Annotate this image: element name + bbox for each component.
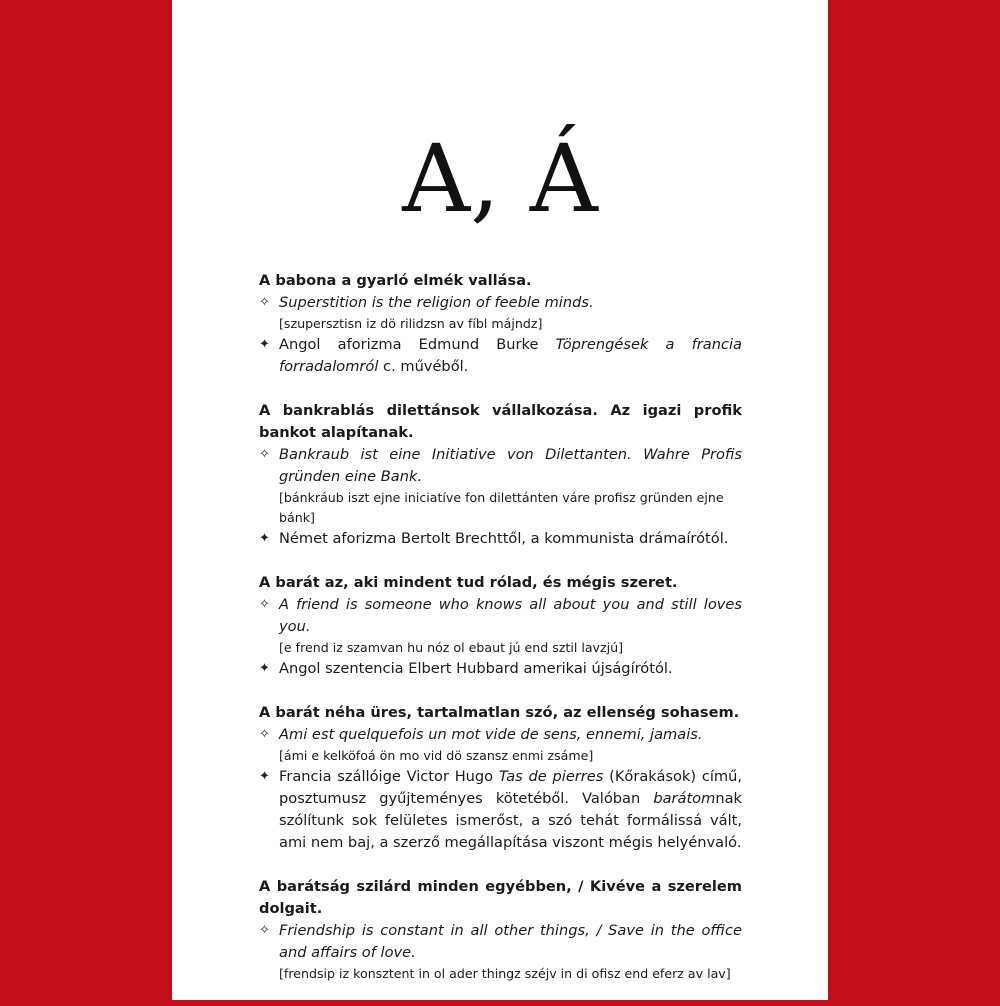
source-part: (Kőrakások) című, posztumusz gyűjteményes kötetéből. Valóban [279, 768, 742, 807]
source-part: c. művéből. [378, 358, 469, 375]
letter-heading: A, Á [402, 125, 598, 234]
entry [259, 572, 742, 680]
entry-title: A barát néha üres, tartalmatlan szó, az ellenség sohasem. [259, 704, 740, 721]
hollow-star-icon: ✧ [259, 597, 270, 612]
hollow-star-icon: ✧ [259, 923, 270, 938]
entry [259, 400, 742, 550]
entry [259, 702, 742, 854]
entry-title: A barát az, aki mindent tud rólad, és mégis szeret. [259, 574, 678, 591]
source-part: Francia szállóige Victor Hugo [279, 768, 499, 785]
translation-text: A friend is someone who knows all about you and still loves you. [279, 596, 742, 635]
pronunciation-text: [bánkráub iszt ejne iniciatíve fon dilettánten váre profisz gründen ejne bánk] [279, 490, 724, 525]
source-part: nak szólítunk sok felületes ismerőst, a szó tehát formálissá vált, ami nem baj, a szerző megállapítása viszont mégis helyénvaló. [279, 790, 742, 851]
work-title: Töprengések a francia forradalomról [279, 336, 742, 375]
page [172, 0, 828, 1000]
left-red-band [0, 0, 172, 1000]
translation-line [259, 292, 742, 314]
hollow-star-icon: ✧ [259, 295, 270, 310]
filled-star-icon: ✦ [259, 769, 270, 784]
source-line [259, 766, 742, 854]
filled-star-icon: ✦ [259, 337, 270, 352]
source-line [259, 658, 742, 680]
pronunciation-text: [ámi e kelköfoá ön mo vid dö szansz enmi zsáme] [279, 748, 594, 763]
entry-list [259, 270, 742, 1006]
translation-text: Ami est quelquefois un mot vide de sens, ennemi, jamais. [279, 726, 703, 743]
filled-star-icon: ✦ [259, 531, 270, 546]
translation-line [259, 444, 742, 488]
source-text: Német aforizma Bertolt Brechttől, a kommunista drámaírótól. [279, 530, 729, 547]
source-text [279, 334, 742, 378]
entry [259, 270, 742, 378]
translation-text: Bankraub ist eine Initiative von Dilettanten. Wahre Profis gründen eine Bank. [279, 446, 742, 485]
source-part: Angol aforizma Edmund Burke [279, 336, 556, 353]
right-red-band [828, 0, 1000, 1000]
translation-text: Superstition is the religion of feeble minds. [279, 294, 594, 311]
translation-line [259, 724, 742, 746]
emphasized-word: barátom [653, 790, 716, 807]
entry-title: A babona a gyarló elmék vallása. [259, 272, 532, 289]
source-text [279, 766, 742, 854]
entry-title: A barátság szilárd minden egyébben, / Kivéve a szerelem dolgait. [259, 878, 742, 917]
translation-line [259, 920, 742, 964]
entry-title: A bankrablás dilettánsok vállalkozása. Az igazi profik bankot alapítanak. [259, 402, 742, 441]
entry [259, 876, 742, 984]
pronunciation-text: [szupersztisn iz dö rilidzsn av fíbl májndz] [279, 316, 543, 331]
hollow-star-icon: ✧ [259, 727, 270, 742]
work-title: Tas de pierres [498, 768, 604, 785]
pronunciation-text: [e frend iz szamvan hu nóz ol ebaut jú end sztil lavzjú] [279, 640, 624, 655]
source-text: Angol szentencia Elbert Hubbard amerikai újságírótól. [279, 660, 673, 677]
source-line [259, 334, 742, 378]
source-line [259, 528, 742, 550]
translation-line [259, 594, 742, 638]
pronunciation-text: [frendsip iz konsztent in ol ader thingz széjv in di ofisz end eferz av lav] [279, 966, 731, 981]
filled-star-icon: ✦ [259, 661, 270, 676]
hollow-star-icon: ✧ [259, 447, 270, 462]
translation-text: Friendship is constant in all other things, / Save in the office and affairs of love. [279, 922, 742, 961]
